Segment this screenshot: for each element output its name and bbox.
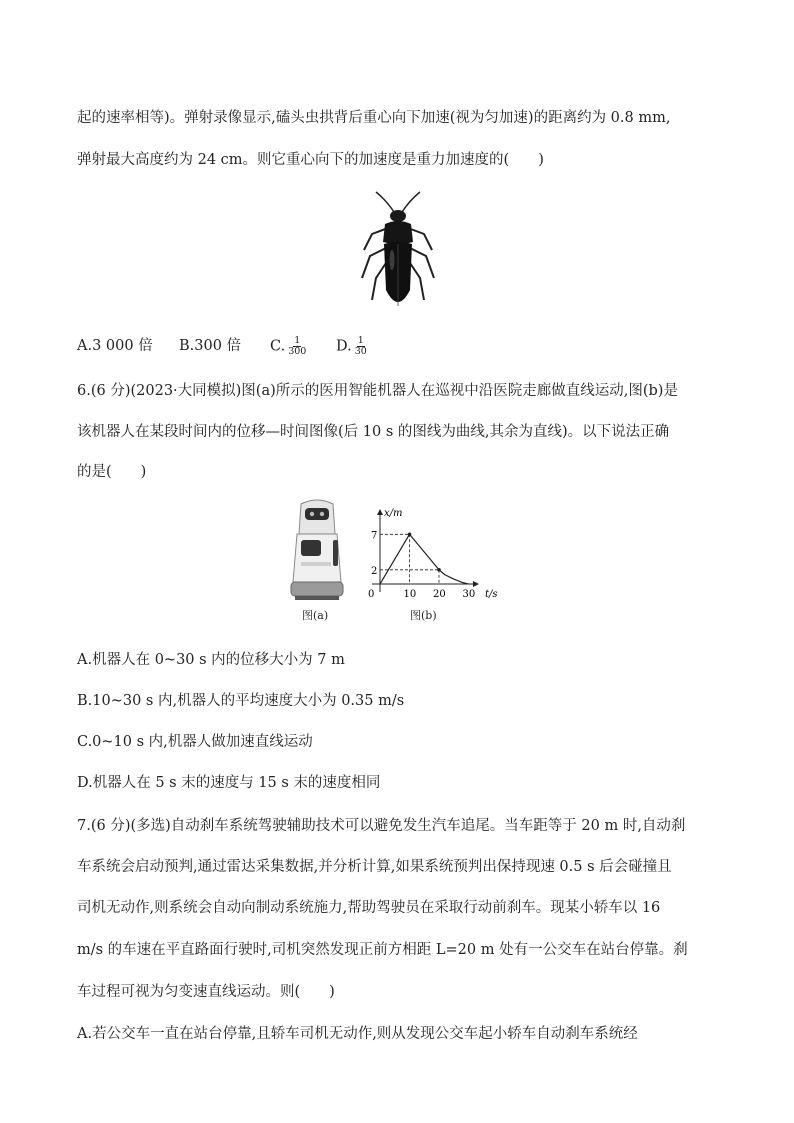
data-point-t20	[437, 568, 441, 572]
q6-line-1: 6.(6 分)(2023·大同模拟)图(a)所示的医用智能机器人在巡视中沿医院走廊做直线运动,图(b)是	[77, 383, 678, 399]
q6-line-3: 的是( )	[77, 464, 147, 480]
origin-label: 0	[368, 589, 375, 600]
figure-a-caption: 图(a)	[302, 609, 329, 622]
x-tick-label-20: 20	[433, 589, 446, 600]
q6-option-b: B.10~30 s 内,机器人的平均速度大小为 0.35 m/s	[77, 693, 405, 709]
q5-line-1: 起的速率相等)。弹射录像显示,磕头虫拱背后重心向下加速(视为匀加速)的距离约为 0.8 mm,	[77, 110, 671, 126]
q7-option-a: A.若公交车一直在站台停靠,且轿车司机无动作,则从发现公交车起小轿车自动刹车系统经	[77, 1026, 638, 1042]
y-axis-label: x/m	[384, 508, 403, 519]
q5-line-2: 弹射最大高度约为 24 cm。则它重心向下的加速度是重力加速度的( )	[77, 152, 544, 168]
medical-robot-image	[287, 498, 347, 602]
q5-option-c	[270, 336, 307, 357]
q5-option-c-prefix: C.	[270, 338, 286, 355]
q5-option-d-denominator: 30	[354, 346, 367, 357]
x-tick-label-30: 30	[462, 589, 476, 600]
q7-line-4: m/s 的车速在平直路面行驶时,司机突然发现正前方相距 L=20 m 处有一公交车在站台停靠。刹	[77, 942, 688, 958]
q5-option-d-prefix: D.	[336, 338, 352, 355]
series-segment-fall	[410, 534, 440, 570]
q7-line-2: 车系统会启动预判,通过雷达采集数据,并分析计算,如果系统预判出保持现速 0.5 s 后会碰撞且	[77, 859, 672, 875]
series-segment-rise	[380, 534, 410, 584]
q7-line-3: 司机无动作,则系统会自动向制动系统施力,帮助驾驶员在采取行动前刹车。现某小轿车以 16	[77, 900, 661, 916]
y-tick-label-7: 7	[371, 530, 378, 542]
click-beetle-image	[358, 190, 438, 315]
q5-option-d-numerator: 1	[357, 335, 364, 346]
x-axis-label: t/s	[485, 589, 498, 600]
q5-option-c-numerator: 1	[294, 335, 301, 346]
series-curve-tail	[439, 570, 469, 584]
q5-option-c-fraction	[287, 336, 307, 357]
q6-option-a: A.机器人在 0~30 s 内的位移大小为 7 m	[77, 652, 345, 668]
q6-option-c: C.0~10 s 内,机器人做加速直线运动	[77, 734, 313, 750]
y-tick-label-2: 2	[371, 565, 378, 577]
figure-b-caption: 图(b)	[410, 609, 437, 622]
x-tick-label-10: 10	[403, 589, 417, 600]
q5-option-c-denominator: 300	[288, 346, 307, 357]
q5-option-a: A.3 000 倍	[77, 338, 153, 354]
q7-line-5: 车过程可视为匀变速直线运动。则( )	[77, 984, 335, 1000]
q7-line-1: 7.(6 分)(多选)自动刹车系统驾驶辅助技术可以避免发生汽车追尾。当车距等于 20 m 时,自动刹	[77, 818, 686, 834]
q5-option-d	[336, 336, 368, 357]
position-time-graph	[360, 504, 504, 604]
q5-option-b: B.300 倍	[179, 338, 242, 354]
q6-line-2: 该机器人在某段时间内的位移—时间图像(后 10 s 的图线为曲线,其余为直线)。以下说法正确	[77, 424, 670, 440]
q5-option-d-fraction	[354, 336, 368, 357]
data-point-t10	[408, 533, 412, 537]
q6-option-d: D.机器人在 5 s 末的速度与 15 s 末的速度相同	[77, 775, 381, 791]
